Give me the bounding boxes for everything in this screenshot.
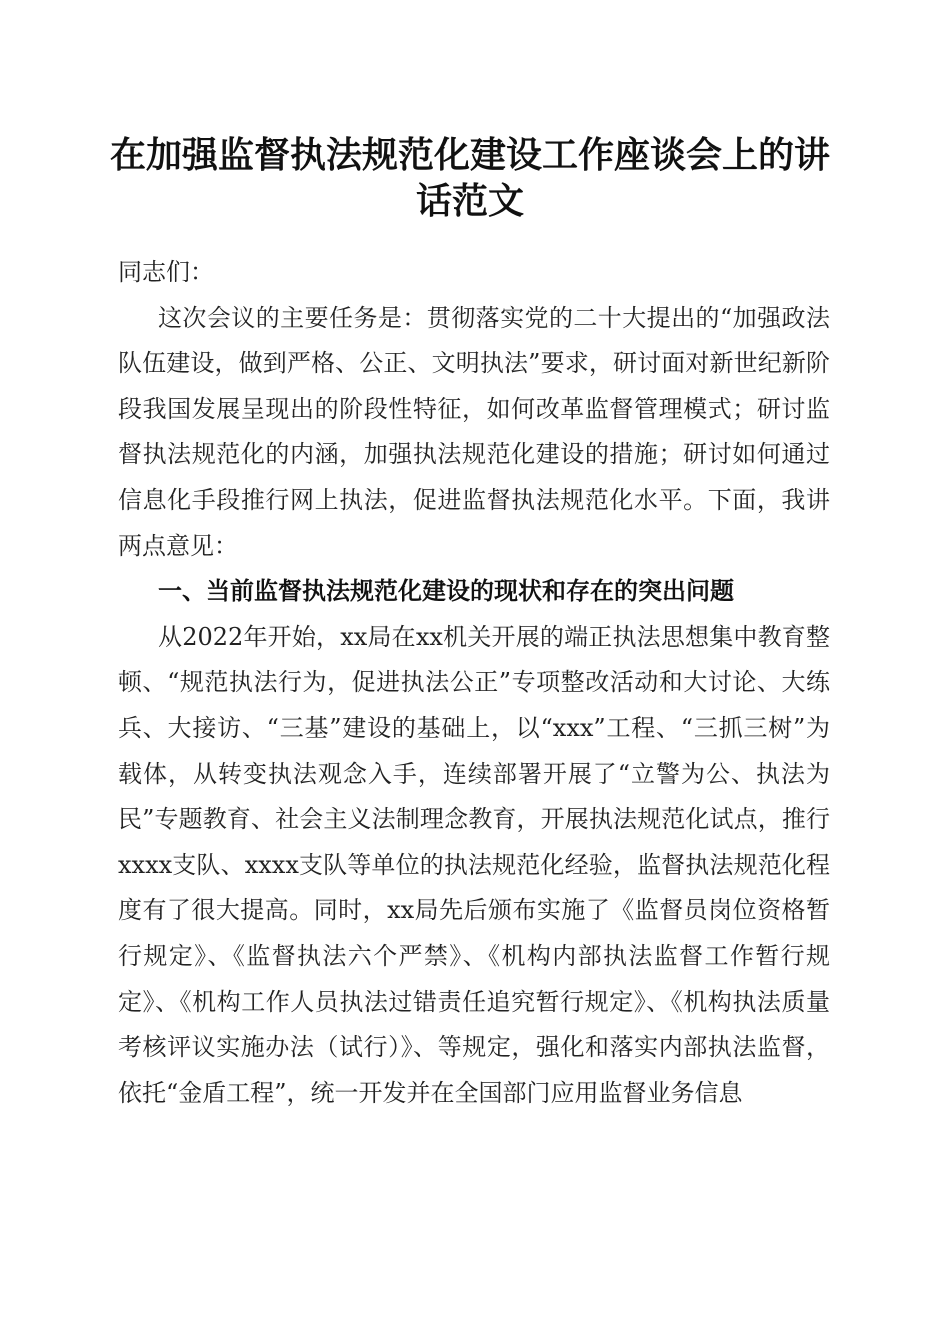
document-title — [100, 132, 840, 224]
title-line-1: 在加强监督执法规范化建设工作座谈会上的讲 — [109, 134, 830, 176]
title-line-2: 话范文 — [415, 180, 524, 222]
document-body — [118, 250, 830, 1116]
salutation: 同志们： — [118, 258, 214, 286]
section-heading-1: 一、当前监督执法规范化建设的现状和存在的突出问题 — [158, 577, 734, 606]
paragraph-intro: 这次会议的主要任务是：贯彻落实党的二十大提出的“加强政法队伍建设，做到严格、公正、文明执法”要求，研讨面对新世纪新阶段我国发展呈现出的阶段性特征，如何改革监督管理模式；研讨监督执法规范化的内涵，加强执法规范化建设的措施；研讨如何通过信息化手段推行网上执法，促进监督执法规范化水平。下面，我讲两点意见： — [118, 303, 830, 560]
paragraph-status: 从2022年开始，xx局在xx机关开展的端正执法思想集中教育整顿、“规范执法行为，促进执法公正”专项整改活动和大讨论、大练兵、大接访、“三基”建设的基础上，以“xxx”工程、“三抓三树”为载体，从转变执法观念入手，连续部署开展了“立警为公、执法为民”专题教育、社会主义法制理念教育，开展执法规范化试点，推行xxxx支队、xxxx支队等单位的执法规范化经验，监督执法规范化程度有了很大提高。同时，xx局先后颁布实施了《监督员岗位资格暂行规定》、《监督执法六个严禁》、《机构内部执法监督工作暂行规定》、《机构工作人员执法过错责任追究暂行规定》、《机构执法质量考核评议实施办法（试行）》、等规定，强化和落实内部执法监督，依托“金盾工程”，统一开发并在全国部门应用监督业务信息 — [118, 622, 830, 1107]
